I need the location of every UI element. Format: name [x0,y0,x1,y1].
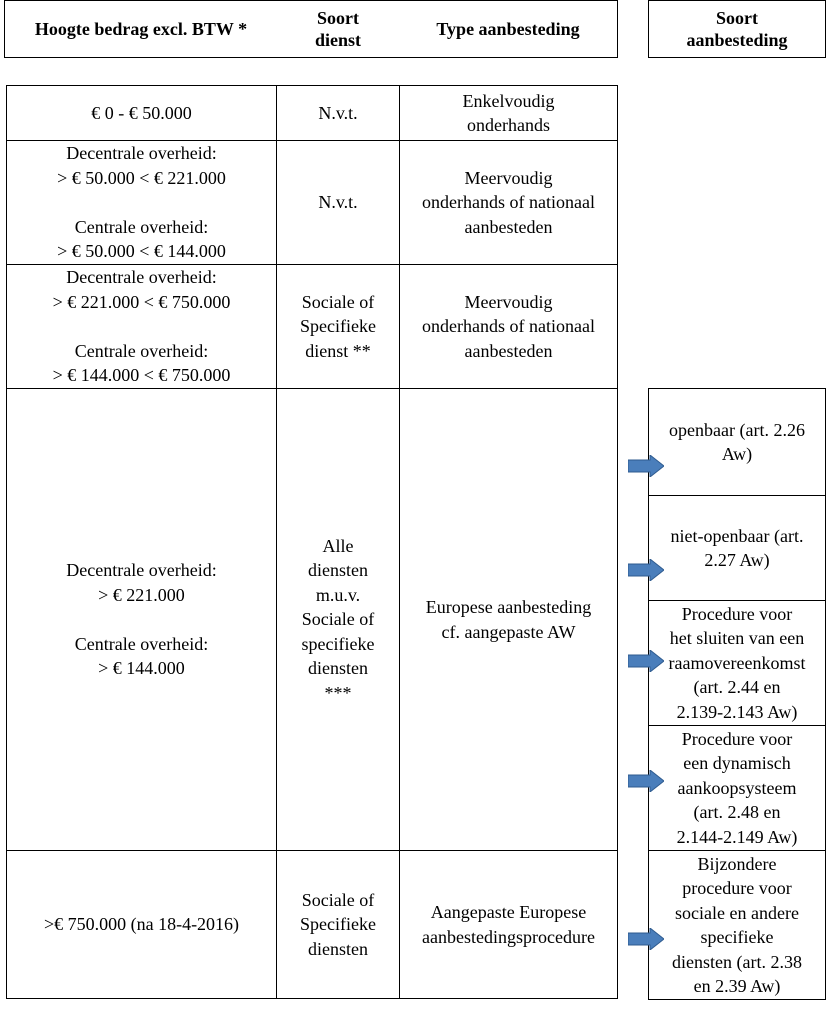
right-arrow-icon [628,650,664,672]
procedure-list [648,388,826,1000]
right-arrow-icon [628,455,664,477]
table-row-3-type: Meervoudig onderhands of nationaal aanbesteden [422,291,595,361]
table-row-5-type: Aangepaste Europese aanbestedingsprocedure [422,902,595,947]
table-row-3-service: Sociale of Specifieke dienst ** [300,291,376,361]
table-row-1-amount: € 0 - € 50.000 [91,102,192,123]
right-arrow-icon [628,559,664,581]
procedure-openbaar: openbaar (art. 2.26 Aw) [669,419,805,464]
table-row-4-amount: Decentrale overheid: > € 221.000 Centrale overheid: > € 144.000 [66,560,217,679]
procedure-bijzondere: Bijzondere procedure voor sociale en andere specifieke diensten (art. 2.38 en 2.39 Aw) [672,853,802,996]
header-amount: Hoogte bedrag excl. BTW * [34,19,248,39]
procedure-raamovereenkomst: Procedure voor het sluiten van een raamovereenkomst (art. 2.44 en 2.139-2.143 Aw) [668,603,806,722]
table-row-2-type: Meervoudig onderhands of nationaal aanbesteden [422,167,595,237]
table-row-3-amount: Decentrale overheid: > € 221.000 < € 750.000 Centrale overheid: > € 144.000 < € 750.000 [52,267,231,386]
table-row-2-amount: Decentrale overheid: > € 50.000 < € 221.000 Centrale overheid: > € 50.000 < € 144.000 [57,143,226,262]
table-row-5-service: Sociale of Specifieke diensten [300,889,376,959]
table-row-1-service: N.v.t. [318,102,358,123]
header-service: Soort dienst [314,8,361,50]
table-row-5-amount: >€ 750.000 (na 18-4-2016) [43,914,240,935]
header-type: Type aanbesteding [436,19,580,39]
procedure-niet-openbaar: niet-openbaar (art. 2.27 Aw) [670,525,804,570]
right-arrow-icon [628,928,664,950]
procedure-dynamisch-aankoopsysteem: Procedure voor een dynamisch aankoopsysteem (art. 2.48 en 2.144-2.149 Aw) [676,728,798,847]
table-row-4-type: Europese aanbesteding cf. aangepaste AW [425,597,592,642]
table-row-4-service: Alle diensten m.u.v. Sociale of specifieke diensten *** [301,535,375,703]
table-row-1-type: Enkelvoudig onderhands [462,90,555,135]
header-procedure: Soort aanbesteding [686,8,788,50]
right-arrow-icon [628,770,664,792]
table-row-2-service: N.v.t. [318,192,358,213]
